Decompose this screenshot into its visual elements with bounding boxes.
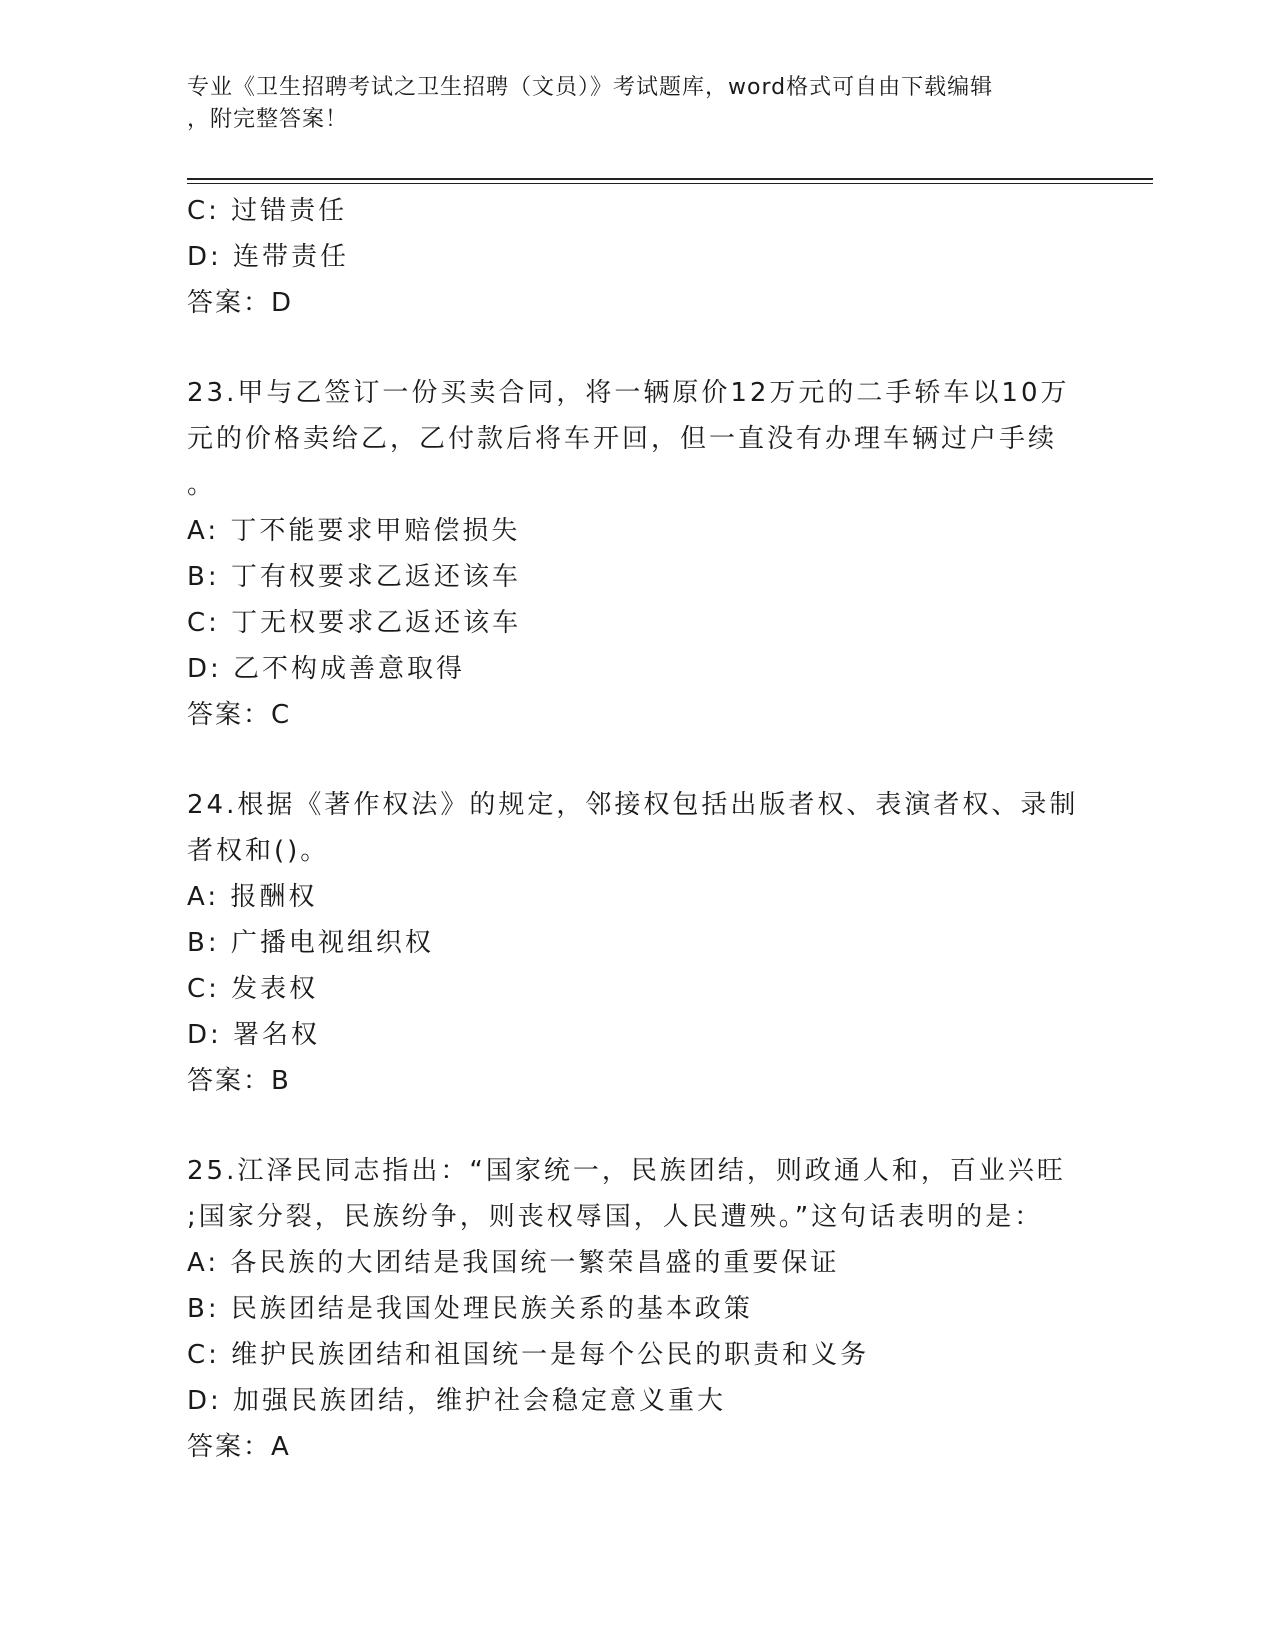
option-b: B: 丁有权要求乙返还该车 [187,562,521,592]
question-stem-line: 23.甲与乙签订一份买卖合同，将一辆原价12万元的二手轿车以10万 [187,378,1070,408]
option-b: B: 民族团结是我国处理民族关系的基本政策 [187,1294,753,1324]
option-c: C: 丁无权要求乙返还该车 [187,608,522,638]
answer-line: 答案：B [187,1066,291,1096]
document-header [187,72,1067,136]
answer-line: 答案：C [187,700,292,730]
question-24 [187,782,1087,1104]
question-23 [187,370,1087,738]
spacer [187,326,1087,370]
question-content [187,188,1087,1470]
option-c: C: 过错责任 [187,196,348,226]
header-line-1: 专业《卫生招聘考试之卫生招聘（文员）》考试题库，word格式可自由下载编辑 [187,75,994,100]
question-25 [187,1148,1087,1470]
header-divider-thick [187,178,1153,180]
question-stem-line: 25.江泽民同志指出：“国家统一，民族团结，则政通人和，百业兴旺 [187,1156,1066,1186]
option-a: A: 丁不能要求甲赔偿损失 [187,516,521,546]
option-c: C: 维护民族团结和祖国统一是每个公民的职责和义务 [187,1340,870,1370]
option-a: A: 各民族的大团结是我国统一繁荣昌盛的重要保证 [187,1248,840,1278]
question-stem-line: 元的价格卖给乙，乙付款后将车开回，但一直没有办理车辆过户手续 [187,424,1058,454]
header-line-2: ，附完整答案！ [187,107,349,132]
option-d: D: 加强民族团结，维护社会稳定意义重大 [187,1386,727,1416]
spacer [187,1104,1087,1148]
header-divider-thin [187,183,1153,184]
option-d: D: 连带责任 [187,242,350,272]
option-a: A: 报酬权 [187,882,318,912]
answer-line: 答案：D [187,288,294,318]
option-d: D: 署名权 [187,1020,321,1050]
question-stem-line: ;国家分裂，民族纷争，则丧权辱国，人民遭殃。”这句话表明的是： [187,1202,1044,1232]
option-d: D: 乙不构成善意取得 [187,654,466,684]
question-stem-line: 。 [187,470,217,500]
option-b: B: 广播电视组织权 [187,928,434,958]
question-stem-line: 者权和()。 [187,836,330,866]
option-c: C: 发表权 [187,974,319,1004]
question-stem-line: 24.根据《著作权法》的规定，邻接权包括出版者权、表演者权、录制 [187,790,1079,820]
answer-line: 答案：A [187,1432,291,1462]
spacer [187,738,1087,782]
